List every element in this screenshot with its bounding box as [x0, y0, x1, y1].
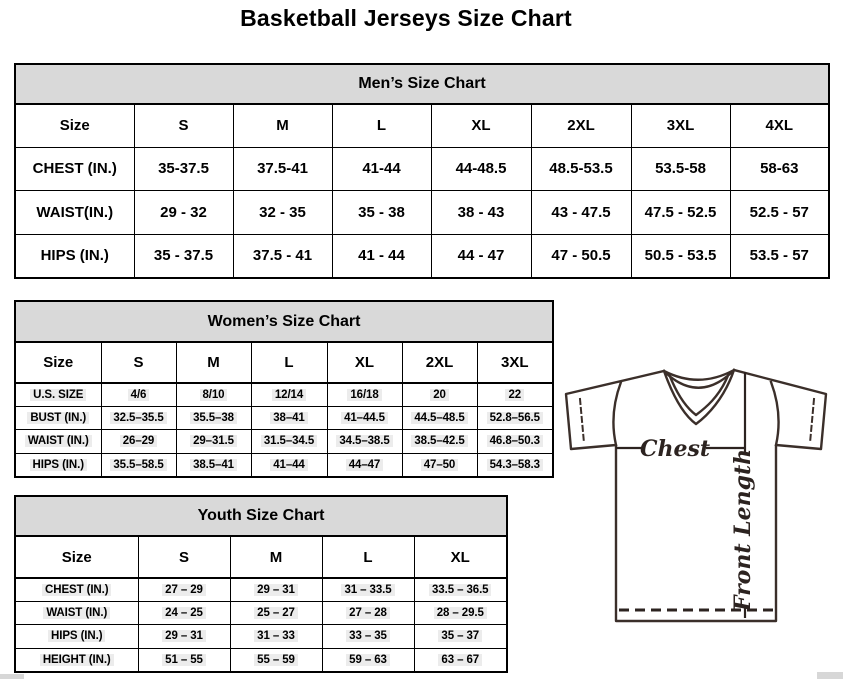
womens-value-cell: 32.5–35.5 — [101, 406, 176, 429]
womens-size-chart-section — [14, 300, 554, 478]
mens-size-chart-section — [14, 63, 830, 279]
mens-value-cell: 58-63 — [730, 147, 829, 191]
mens-column-header: M — [233, 104, 332, 147]
youth-value-cell: 59 – 63 — [322, 648, 414, 671]
front-length-label: Front Length — [730, 448, 756, 612]
womens-value-cell: 20 — [402, 383, 477, 406]
womens-value-cell: 52.8–56.5 — [477, 406, 553, 429]
mens-value-cell: 53.5-58 — [631, 147, 730, 191]
youth-value-cell: 31 – 33 — [230, 625, 322, 648]
mens-value-cell: 29 - 32 — [134, 191, 233, 235]
page-title: Basketball Jerseys Size Chart — [240, 5, 572, 31]
womens-value-cell: 47–50 — [402, 453, 477, 476]
womens-column-header: 2XL — [402, 342, 477, 383]
womens-value-cell: 54.3–58.3 — [477, 453, 553, 476]
womens-value-cell: 34.5–38.5 — [327, 430, 402, 453]
mens-table-title-band — [15, 64, 829, 104]
youth-column-header: Size — [15, 536, 138, 578]
mens-value-cell: 37.5-41 — [233, 147, 332, 191]
youth-row-label: HEIGHT (IN.) — [15, 648, 138, 671]
mens-value-cell: 47 - 50.5 — [531, 234, 631, 278]
womens-value-cell: 38–41 — [251, 406, 327, 429]
youth-value-cell: 35 – 37 — [414, 625, 507, 648]
womens-row-label: U.S. SIZE — [15, 383, 101, 406]
womens-row-label: HIPS (IN.) — [15, 453, 101, 476]
mens-column-header: Size — [15, 104, 134, 147]
mens-value-cell: 50.5 - 53.5 — [631, 234, 730, 278]
mens-column-header: 3XL — [631, 104, 730, 147]
womens-row — [15, 383, 553, 406]
mens-row-label: HIPS (IN.) — [15, 234, 134, 278]
womens-value-cell: 16/18 — [327, 383, 402, 406]
youth-value-cell: 29 – 31 — [138, 625, 230, 648]
cutoff-fragment-left — [0, 674, 24, 679]
youth-value-cell: 31 – 33.5 — [322, 578, 414, 601]
youth-row-label: HIPS (IN.) — [15, 625, 138, 648]
womens-row — [15, 430, 553, 453]
youth-row — [15, 601, 507, 624]
womens-value-cell: 38.5–42.5 — [402, 430, 477, 453]
youth-value-cell: 25 – 27 — [230, 601, 322, 624]
mens-column-header: S — [134, 104, 233, 147]
mens-row — [15, 191, 829, 235]
womens-column-header: Size — [15, 342, 101, 383]
womens-row-label: WAIST (IN.) — [15, 430, 101, 453]
mens-header-row — [15, 104, 829, 147]
womens-value-cell: 29–31.5 — [176, 430, 251, 453]
chest-label: Chest — [639, 436, 711, 462]
youth-value-cell: 55 – 59 — [230, 648, 322, 671]
mens-value-cell: 35 - 37.5 — [134, 234, 233, 278]
cutoff-fragment-right — [817, 672, 843, 679]
mens-value-cell: 43 - 47.5 — [531, 191, 631, 235]
mens-column-header: 4XL — [730, 104, 829, 147]
womens-value-cell: 35.5–58.5 — [101, 453, 176, 476]
youth-value-cell: 33.5 – 36.5 — [414, 578, 507, 601]
womens-header-row — [15, 342, 553, 383]
womens-value-cell: 46.8–50.3 — [477, 430, 553, 453]
mens-value-cell: 48.5-53.5 — [531, 147, 631, 191]
youth-size-chart-section — [14, 495, 508, 673]
womens-value-cell: 44.5–48.5 — [402, 406, 477, 429]
youth-column-header: M — [230, 536, 322, 578]
youth-value-cell: 27 – 28 — [322, 601, 414, 624]
womens-value-cell: 4/6 — [101, 383, 176, 406]
youth-column-header: L — [322, 536, 414, 578]
mens-size-table — [14, 63, 830, 279]
youth-row-label: WAIST (IN.) — [15, 601, 138, 624]
mens-value-cell: 41-44 — [332, 147, 431, 191]
youth-header-row — [15, 536, 507, 578]
youth-value-cell: 24 – 25 — [138, 601, 230, 624]
womens-table-title-band — [15, 301, 553, 342]
womens-column-header: S — [101, 342, 176, 383]
mens-table-title: Men’s Size Chart — [15, 64, 829, 104]
youth-column-header: XL — [414, 536, 507, 578]
youth-table-title-band — [15, 496, 507, 536]
womens-column-header: L — [251, 342, 327, 383]
womens-value-cell: 26–29 — [101, 430, 176, 453]
mens-column-header: XL — [431, 104, 531, 147]
mens-column-header: 2XL — [531, 104, 631, 147]
womens-value-cell: 12/14 — [251, 383, 327, 406]
womens-value-cell: 41–44 — [251, 453, 327, 476]
womens-row — [15, 406, 553, 429]
womens-row-label: BUST (IN.) — [15, 406, 101, 429]
youth-value-cell: 51 – 55 — [138, 648, 230, 671]
youth-value-cell: 63 – 67 — [414, 648, 507, 671]
womens-value-cell: 44–47 — [327, 453, 402, 476]
womens-row — [15, 453, 553, 476]
mens-row-label: CHEST (IN.) — [15, 147, 134, 191]
mens-value-cell: 53.5 - 57 — [730, 234, 829, 278]
youth-row-label: CHEST (IN.) — [15, 578, 138, 601]
mens-value-cell: 44-48.5 — [431, 147, 531, 191]
womens-column-header: 3XL — [477, 342, 553, 383]
mens-value-cell: 38 - 43 — [431, 191, 531, 235]
youth-row — [15, 578, 507, 601]
mens-value-cell: 32 - 35 — [233, 191, 332, 235]
womens-value-cell: 35.5–38 — [176, 406, 251, 429]
youth-row — [15, 648, 507, 671]
mens-value-cell: 37.5 - 41 — [233, 234, 332, 278]
mens-value-cell: 47.5 - 52.5 — [631, 191, 730, 235]
womens-column-header: XL — [327, 342, 402, 383]
mens-value-cell: 44 - 47 — [431, 234, 531, 278]
womens-table-title: Women’s Size Chart — [15, 301, 553, 342]
youth-size-table — [14, 495, 508, 673]
youth-table-title: Youth Size Chart — [15, 496, 507, 536]
youth-value-cell: 29 – 31 — [230, 578, 322, 601]
youth-value-cell: 27 – 29 — [138, 578, 230, 601]
mens-value-cell: 52.5 - 57 — [730, 191, 829, 235]
womens-size-table — [14, 300, 554, 478]
youth-value-cell: 33 – 35 — [322, 625, 414, 648]
womens-value-cell: 8/10 — [176, 383, 251, 406]
youth-column-header: S — [138, 536, 230, 578]
mens-row — [15, 147, 829, 191]
mens-row — [15, 234, 829, 278]
womens-value-cell: 31.5–34.5 — [251, 430, 327, 453]
mens-row-label: WAIST(IN.) — [15, 191, 134, 235]
womens-value-cell: 38.5–41 — [176, 453, 251, 476]
mens-value-cell: 35-37.5 — [134, 147, 233, 191]
mens-value-cell: 41 - 44 — [332, 234, 431, 278]
mens-value-cell: 35 - 38 — [332, 191, 431, 235]
mens-column-header: L — [332, 104, 431, 147]
youth-value-cell: 28 – 29.5 — [414, 601, 507, 624]
womens-value-cell: 41–44.5 — [327, 406, 402, 429]
jersey-measurement-diagram — [557, 356, 839, 628]
youth-row — [15, 625, 507, 648]
jersey-outline-icon — [566, 370, 826, 621]
womens-value-cell: 22 — [477, 383, 553, 406]
womens-column-header: M — [176, 342, 251, 383]
